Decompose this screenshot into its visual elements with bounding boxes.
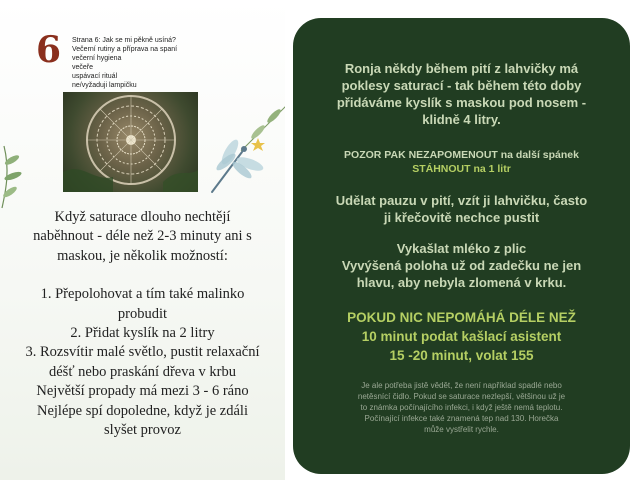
option-line: 2. Přidat kyslík na 2 litry	[70, 325, 215, 342]
text-line: 10 minut podat kašlací asistent	[361, 329, 562, 344]
dragonfly-icon	[198, 130, 268, 200]
text-line: hlavu, aby nebyla zlomená v krku.	[356, 275, 567, 290]
option-line: 3. Rozsvítir malé světlo, pustit relaxační	[25, 344, 260, 361]
green-info-panel	[293, 18, 630, 474]
warning-line-highlight: STÁHNOUT na 1 litr	[412, 163, 511, 175]
text-line: 15 -20 minut, volat 155	[389, 348, 534, 363]
text-line: Počínající infekce také znamená tep nad 130. Horečka	[364, 414, 559, 423]
text-line: klidně 4 litry.	[422, 112, 501, 127]
cough-milk-paragraph	[293, 240, 630, 291]
note-line: Strana 6: Jak se mi pěkně usíná?	[72, 37, 176, 44]
text-line: ji křečovitě nechce pustit	[383, 210, 540, 225]
dreamcatcher-photo	[63, 92, 198, 192]
leaf-decoration-icon	[0, 140, 40, 210]
text-line: Když saturace dlouho nechtějí	[54, 209, 231, 225]
note-line: uspávací rituál	[72, 73, 118, 80]
left-page	[0, 0, 285, 480]
emergency-paragraph	[293, 308, 630, 365]
warning-line: POZOR PAK NEZAPOMENOUT na další spánek	[344, 149, 579, 161]
text-line: Udělat pauzu v pití, vzít ji lahvičku, často	[335, 193, 588, 208]
text-line: maskou, je několik možností:	[57, 247, 228, 264]
note-line: večerní hygiena	[72, 55, 122, 62]
text-line: Vyvýšená poloha už od zadečku ne jen	[341, 258, 582, 273]
page-notes	[72, 36, 177, 90]
note-line: Večerní rutiny a příprava na spaní	[72, 46, 178, 53]
options-list	[0, 285, 285, 440]
option-line: slyšet provoz	[104, 422, 181, 439]
text-line: Ronja někdy během pití z lahvičky má	[344, 61, 579, 76]
text-line: POKUD NIC NEPOMÁHÁ DÉLE NEŽ	[347, 310, 576, 325]
note-line: ne/vyžaduji lampičku	[72, 82, 137, 89]
option-line: Největší propady má mezi 3 - 6 ráno	[36, 383, 249, 400]
text-line: naběhnout - déle než 2-3 minuty ani s	[33, 228, 252, 245]
drinking-desaturation-paragraph	[293, 60, 630, 128]
left-body-text	[0, 208, 285, 440]
option-line: 1. Přepolohovat a tím také malinko	[40, 286, 245, 303]
option-line: Nejlépe spí dopoledne, když je zdáli	[37, 402, 248, 419]
text-line: poklesy saturací - tak během této doby	[341, 78, 582, 93]
text-line: to známka počínajícího infekci, i když ještě nemá teplotu.	[360, 403, 563, 412]
page-number: 6	[36, 29, 62, 71]
intro-paragraph	[0, 208, 285, 266]
option-line: déšť nebo praskání dřeva v krbu	[49, 363, 236, 380]
pause-drinking-paragraph	[293, 192, 630, 226]
text-line: může vystřelit rychle.	[424, 425, 499, 434]
text-line: Je ale potřeba jistě vědět, že není například spadlé nebo	[361, 381, 562, 390]
note-line: večeře	[72, 64, 94, 71]
option-line: probudit	[117, 305, 168, 322]
infection-note-paragraph	[293, 380, 630, 435]
text-line: přidáváme kyslík s maskou pod nosem -	[336, 95, 587, 110]
text-line: netěsnící čidlo. Pokud se saturace nezlepší, většinou už je	[357, 392, 566, 401]
warning-paragraph	[293, 148, 630, 176]
text-line: Vykašlat mléko z plic	[396, 241, 527, 256]
